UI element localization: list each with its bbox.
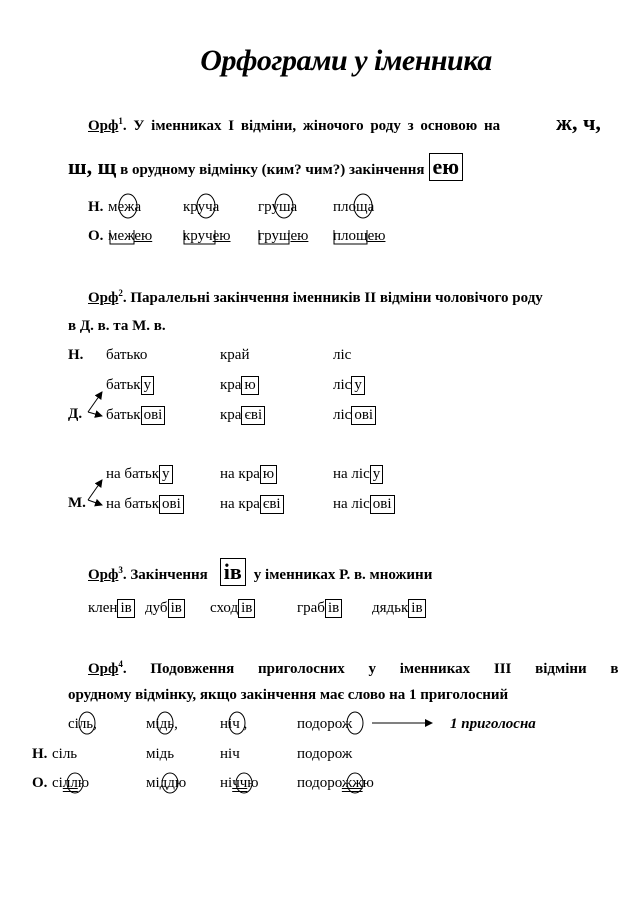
post: ю — [77, 775, 90, 791]
stem: на ліс — [333, 496, 370, 512]
orf4-label: Орф — [88, 661, 119, 677]
stem: на кра — [220, 496, 260, 512]
stem: ліс — [333, 377, 352, 393]
ending-box: ів — [325, 599, 342, 618]
stem: на батьк — [106, 466, 160, 482]
pre: ні — [220, 775, 233, 791]
stem: на ліс — [333, 466, 370, 482]
ending-box: ів — [238, 599, 255, 618]
oval-mark — [197, 194, 215, 218]
orf1-word-n: площа — [333, 199, 375, 215]
orf2-text: . Паралельні закінчення іменників ІІ відміни чоловічого роду — [122, 290, 543, 306]
ending-box: єві — [260, 495, 284, 514]
orf1-ending-box: ею — [429, 153, 464, 181]
orf1-num: 1 — [118, 116, 123, 126]
orf3-text-a: . Закінчення — [122, 567, 208, 583]
arrow — [88, 392, 102, 412]
stem: кра — [220, 407, 242, 423]
orf4-word: мідь, — [146, 716, 178, 732]
ending: ею — [367, 228, 386, 244]
orf4-word: подорож — [297, 716, 353, 732]
orf1-text-a: . У іменниках І відміни, жіночого роду з основою на — [122, 118, 501, 134]
orf2-line2: в Д. в. та М. в. — [68, 318, 166, 334]
oval-mark — [229, 712, 245, 734]
stem: груш — [258, 228, 291, 244]
ending: ею — [290, 228, 309, 244]
stem-bracket — [110, 230, 134, 244]
stem-bracket — [334, 230, 367, 244]
ending-box: у — [141, 376, 155, 395]
stem: площ — [333, 228, 368, 244]
stem: граб — [297, 600, 325, 616]
orf4-case-o: О. — [32, 775, 48, 791]
double-consonant: жж — [341, 775, 363, 791]
orf4-word: сіль, — [68, 716, 97, 732]
stem: ліс — [333, 407, 352, 423]
orf2-case-d: Д. — [68, 406, 83, 422]
orf1-letters-b: ш, щ — [68, 154, 117, 179]
ending: ею — [212, 228, 231, 244]
oval-mark — [159, 773, 178, 793]
orf1-case-o: О. — [88, 228, 104, 244]
stem: на кра — [220, 466, 260, 482]
orf3-num: 3 — [118, 565, 123, 575]
stem: кра — [220, 377, 242, 393]
oval-mark — [119, 194, 137, 218]
orf1-word-n: круча — [183, 199, 220, 215]
orf1-case-n: Н. — [88, 199, 104, 215]
stem: клен — [88, 600, 118, 616]
ending-box: ові — [141, 406, 166, 425]
post: ю — [247, 775, 259, 791]
orf2-num: 2 — [118, 288, 123, 298]
double-consonant: лл — [62, 775, 78, 791]
oval-mark — [236, 773, 252, 793]
orf2-case-m: М. — [68, 495, 86, 511]
ending-box: у — [370, 465, 384, 484]
orf4-num: 4 — [118, 659, 123, 669]
stem: на батьк — [106, 496, 160, 512]
ending-box: ів — [168, 599, 185, 618]
stem: батьк — [106, 377, 141, 393]
pre: сі — [52, 775, 63, 791]
stem: меж — [108, 228, 135, 244]
orf2-n-word: батько — [106, 347, 148, 363]
ending-box: у — [159, 465, 173, 484]
oval-mark — [67, 773, 83, 793]
stem-bracket — [259, 230, 289, 244]
arrow — [88, 480, 102, 500]
orf4-n-word: сіль — [52, 746, 78, 762]
orf2-n-word: край — [220, 347, 250, 363]
oval-mark — [79, 712, 95, 734]
ending-box: ів — [408, 599, 425, 618]
orf4-text-a: . Подовження приголосних у іменниках ІІІ відміни в — [122, 661, 619, 677]
stem: батьк — [106, 407, 141, 423]
orf4-word: ніч , — [220, 716, 248, 732]
stem: круч — [183, 228, 213, 244]
double-consonant: чч — [232, 775, 248, 791]
ending-box: єві — [241, 406, 265, 425]
orf1-letters-a: ж, ч, — [556, 110, 601, 135]
ending: ею — [134, 228, 153, 244]
orf2-n-word: ліс — [333, 347, 352, 363]
orf4-case-n: Н. — [32, 746, 48, 762]
oval-mark — [354, 194, 372, 218]
page-title: Орфограми у іменника — [200, 44, 492, 77]
oval-mark — [275, 194, 293, 218]
ending-box: у — [351, 376, 365, 395]
ending-box: ові — [370, 495, 395, 514]
oval-mark — [157, 712, 173, 734]
orf4-n-word: подорож — [297, 746, 353, 762]
orf3-label: Орф — [88, 567, 119, 583]
orf1-word-n: груша — [258, 199, 298, 215]
ending-box: ю — [241, 376, 258, 395]
stem: сход — [210, 600, 239, 616]
ending-box: ові — [351, 406, 376, 425]
orf2-case-n: Н. — [68, 347, 84, 363]
ending-box: ю — [260, 465, 277, 484]
orf4-n-word: мідь — [146, 746, 175, 762]
orf3-text-b: у іменниках Р. в. множини — [253, 567, 433, 583]
orf4-note: 1 приголосна — [450, 716, 536, 732]
arrow — [88, 412, 102, 416]
oval-mark — [347, 773, 363, 793]
arrow — [88, 500, 102, 505]
double-consonant: дд — [159, 775, 175, 791]
orf1-word-n: межа — [108, 199, 142, 215]
orf3-ending-box: ів — [220, 558, 246, 586]
ending-box: ів — [117, 599, 134, 618]
post: ю — [174, 775, 187, 791]
stem-bracket — [184, 230, 215, 244]
orf1-text-b: в орудному відмінку (ким? чим?) закінчення — [120, 162, 425, 178]
ending-box: ові — [159, 495, 184, 514]
stem: дядьк — [372, 600, 409, 616]
oval-mark — [347, 712, 363, 734]
orf4-line2: орудному відмінку, якщо закінчення має слово на 1 приголосний — [68, 687, 509, 703]
orf4-n-word: ніч — [220, 746, 240, 762]
pre: мі — [146, 775, 160, 791]
orf1-label: Орф — [88, 118, 119, 134]
stem: дуб — [145, 600, 168, 616]
post: ю — [362, 775, 374, 791]
orf2-label: Орф — [88, 290, 119, 306]
pre: подоро — [297, 775, 342, 791]
